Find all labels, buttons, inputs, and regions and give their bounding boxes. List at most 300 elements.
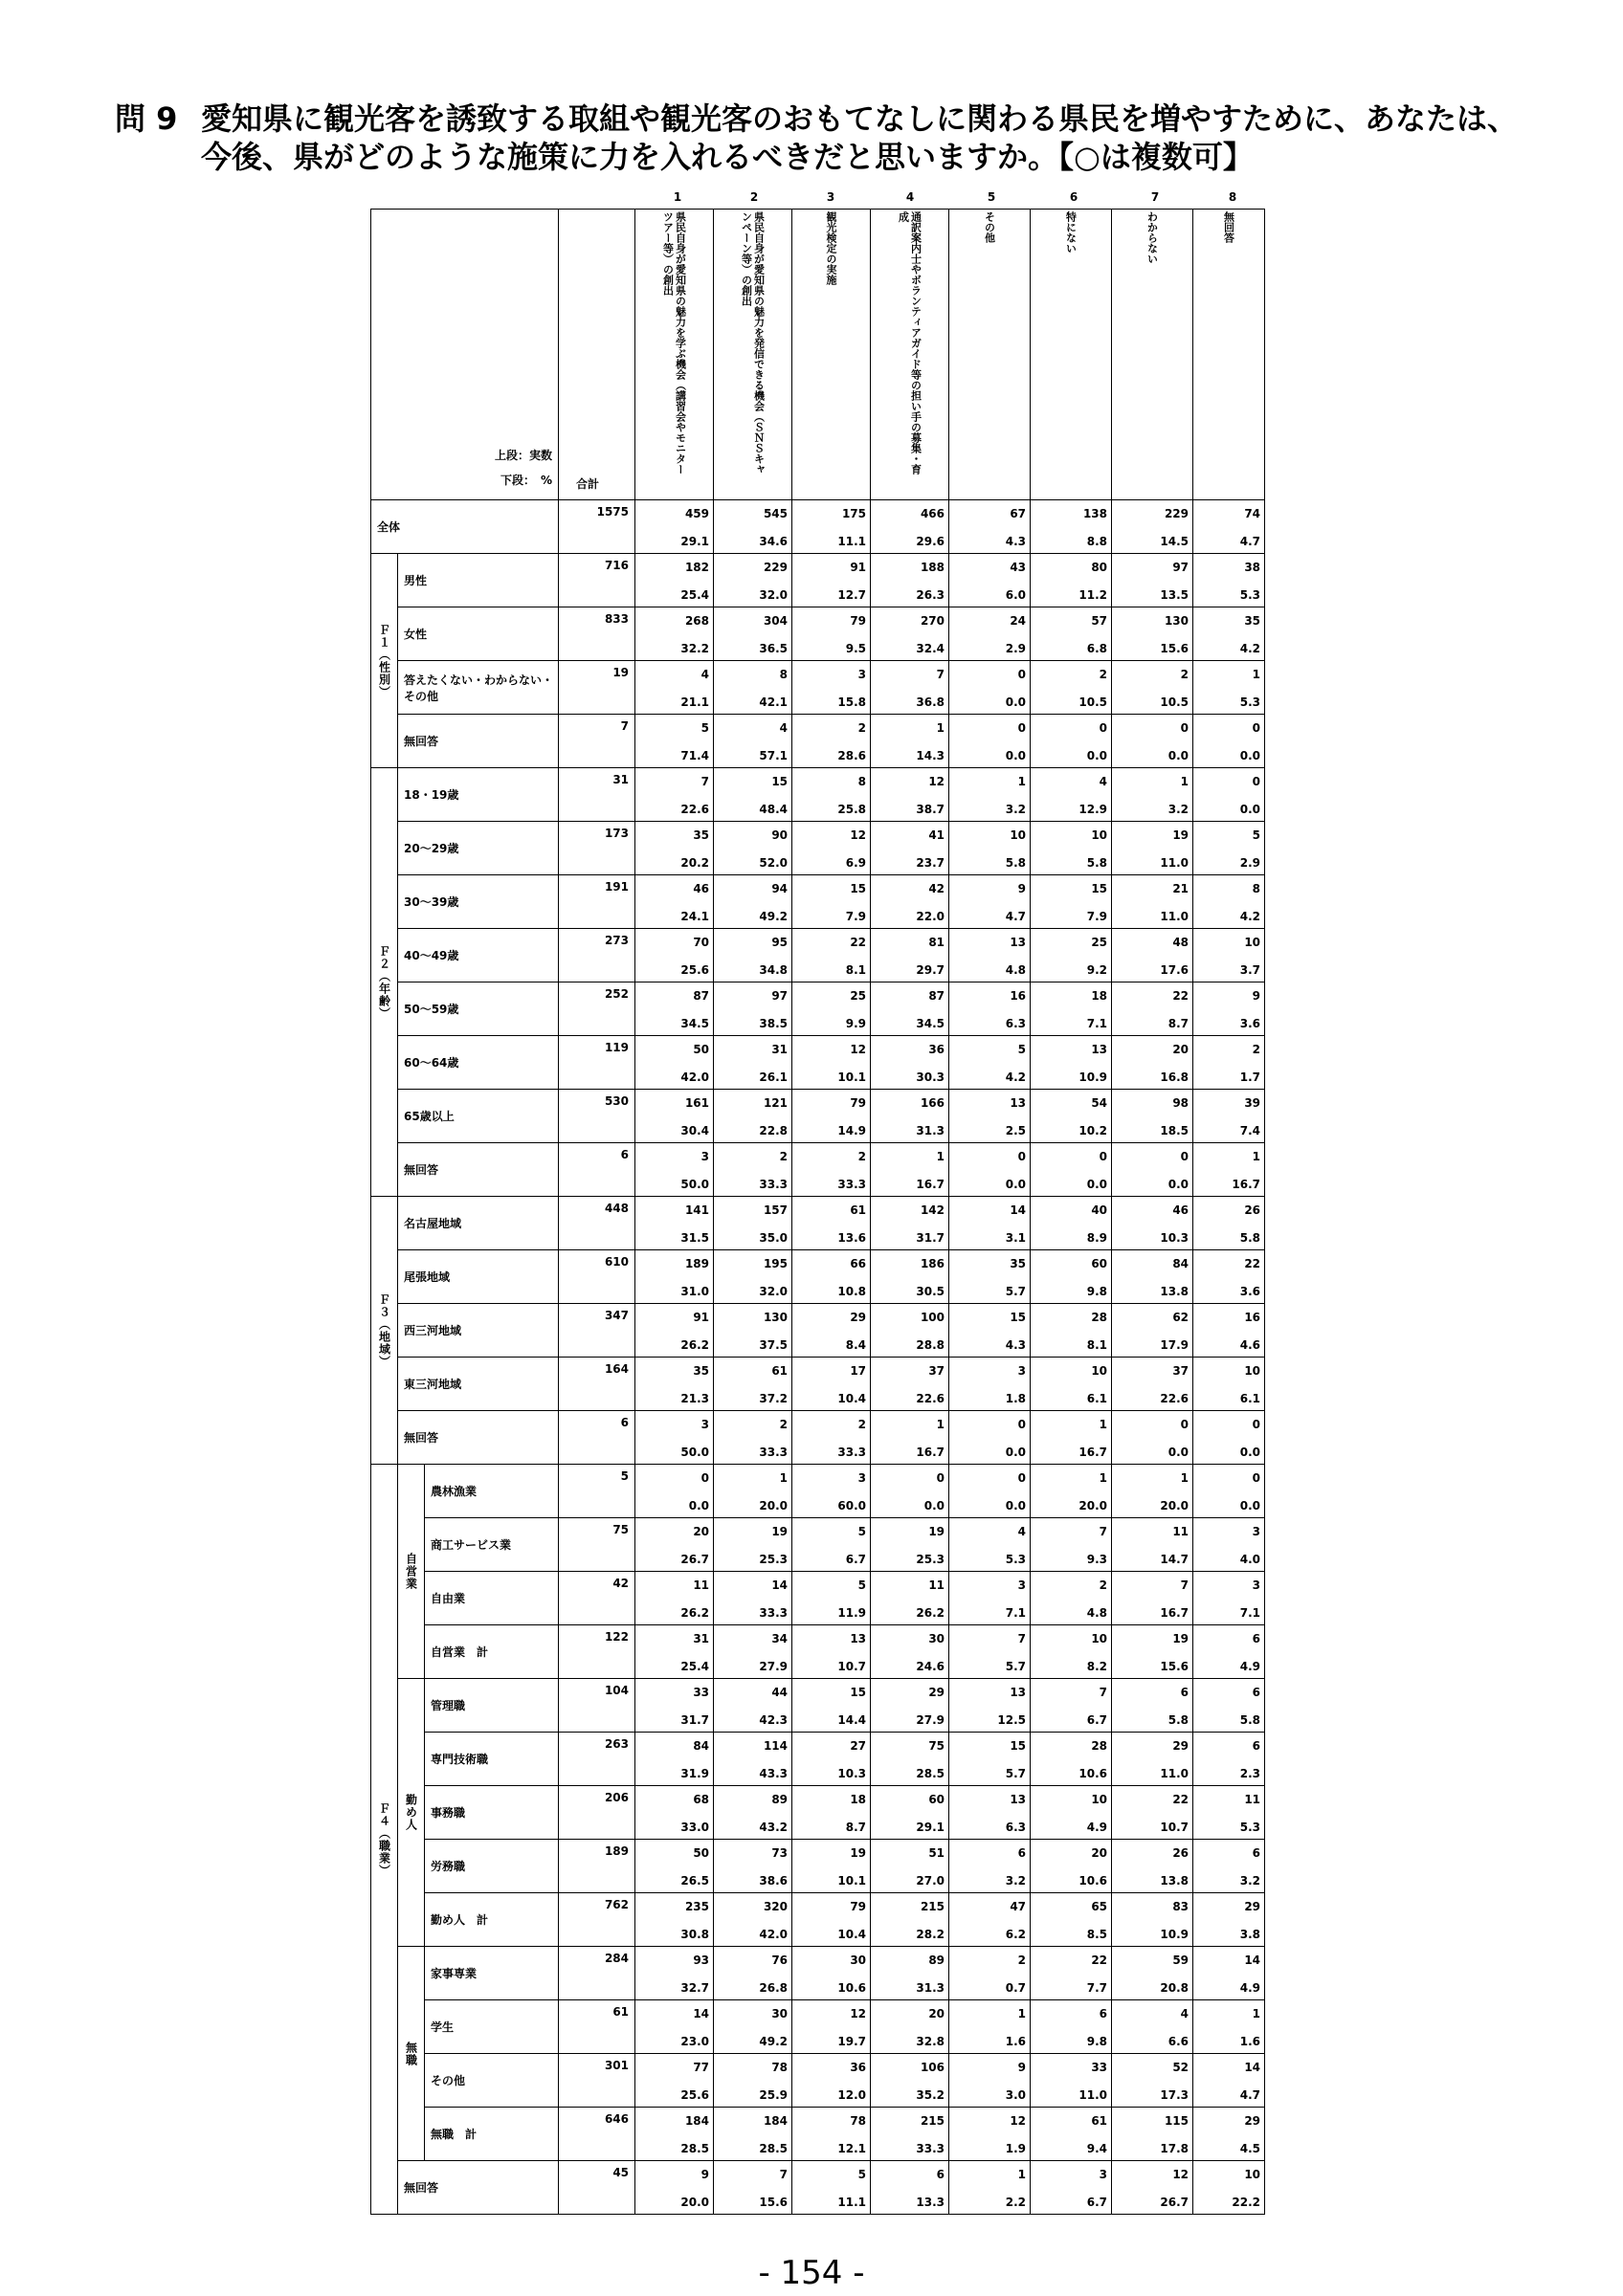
results-table [370, 209, 1265, 2215]
question-text: 愛知県に観光客を誘致する取組や観光客のおもてなしに関わる県民を増やすために、あなたは、今後、県がどのような施策に力を入れるべきだと思いますか。【○は複数可】 [201, 100, 1519, 175]
value-cell [871, 1465, 949, 1518]
percent-value: 42.1 [759, 695, 789, 709]
count-value: 2 [857, 1149, 867, 1163]
percent-value: 33.3 [837, 1177, 867, 1191]
value-cell [1193, 2000, 1265, 2054]
percent-value: 32.0 [759, 1284, 789, 1298]
table-row [371, 1411, 1265, 1465]
column-number: 1 [673, 190, 682, 204]
table-row [371, 1572, 1265, 1625]
count-value: 16 [1010, 988, 1027, 1003]
value-cell [792, 929, 871, 982]
value-cell [1193, 1250, 1265, 1304]
row-label-text: 尾張地域 [404, 1270, 451, 1284]
value-cell [949, 1679, 1031, 1733]
percent-value: 42.3 [759, 1712, 789, 1727]
count-value: 79 [850, 1899, 867, 1913]
count-value: 61 [850, 1203, 867, 1217]
count-value: 0 [1017, 1470, 1027, 1485]
column-header [1112, 210, 1193, 500]
count-value: 36 [850, 2060, 867, 2074]
count-value: 13 [1010, 1792, 1027, 1806]
value-cell [792, 1036, 871, 1090]
row-label-text: 東三河地域 [404, 1378, 462, 1391]
value-cell [635, 1893, 714, 1947]
percent-value: 11.0 [1160, 855, 1189, 870]
count-value: 37 [928, 1363, 945, 1378]
count-value: 6 [1099, 2006, 1108, 2020]
value-cell [1112, 1143, 1193, 1197]
value-cell [792, 554, 871, 607]
value-cell [1112, 929, 1193, 982]
row-label [398, 1304, 559, 1358]
percent-value: 3.2 [1005, 802, 1027, 816]
column-header-text: 県民自身が愛知県の魅力を発信できる機会（ＳＮＳキャンペーン等）の創出 [740, 211, 766, 475]
percent-value: 37.5 [759, 1337, 789, 1352]
percent-value: 12.0 [837, 2087, 867, 2102]
row-label-text: 商工サービス業 [431, 1538, 512, 1552]
value-cell [1193, 1786, 1265, 1840]
total-value: 119 [604, 1041, 630, 1054]
table-row [371, 1840, 1265, 1893]
value-cell [1193, 1358, 1265, 1411]
count-value: 90 [771, 828, 789, 842]
total-cell [559, 607, 635, 661]
row-label-text: 労務職 [431, 1860, 466, 1873]
percent-value: 20.0 [1160, 1498, 1189, 1512]
percent-value: 13.5 [1160, 587, 1189, 602]
percent-value: 33.3 [759, 1445, 789, 1459]
count-value: 18 [1091, 988, 1108, 1003]
percent-value: 0.0 [1005, 695, 1027, 709]
count-value: 38 [1244, 560, 1261, 574]
group-f3 [371, 1197, 398, 1465]
count-value: 6 [1252, 1685, 1261, 1699]
percent-value: 4.9 [1239, 1659, 1261, 1673]
group-f1 [371, 554, 398, 768]
percent-value: 26.3 [916, 587, 945, 602]
value-cell [1193, 661, 1265, 715]
count-value: 1 [1099, 1417, 1108, 1431]
row-label-text: 20～29歳 [404, 842, 459, 855]
row-label-text: 管理職 [431, 1699, 466, 1712]
count-value: 188 [920, 560, 945, 574]
row-label [398, 607, 559, 661]
count-value: 11 [693, 1578, 710, 1592]
value-cell [1112, 715, 1193, 768]
column-header-text: 通訳案内士やボランティアガイド等の担い手の募集・育成 [897, 211, 923, 475]
table-row [371, 2000, 1265, 2054]
count-value: 100 [920, 1310, 945, 1324]
percent-value: 15.6 [1160, 641, 1189, 655]
percent-value: 28.5 [680, 2141, 710, 2155]
percent-value: 10.6 [1078, 1873, 1108, 1888]
value-cell [871, 768, 949, 822]
percent-value: 0.0 [1239, 1498, 1261, 1512]
total-cell [559, 982, 635, 1036]
value-cell [871, 929, 949, 982]
percent-value: 38.5 [759, 1016, 789, 1030]
value-cell [792, 1893, 871, 1947]
value-cell [635, 1250, 714, 1304]
value-cell [792, 875, 871, 929]
percent-value: 1.9 [1005, 2141, 1027, 2155]
value-cell [714, 2108, 792, 2161]
count-value: 11 [928, 1578, 945, 1592]
count-value: 44 [771, 1685, 789, 1699]
value-cell [714, 554, 792, 607]
percent-value: 6.1 [1239, 1391, 1261, 1405]
value-cell [1112, 1947, 1193, 2000]
table-row [371, 1197, 1265, 1250]
count-value: 7 [1099, 1685, 1108, 1699]
percent-value: 27.9 [759, 1659, 789, 1673]
percent-value: 42.0 [759, 1927, 789, 1941]
total-cell [559, 1465, 635, 1518]
count-value: 21 [1172, 881, 1189, 895]
count-value: 87 [928, 988, 945, 1003]
count-value: 30 [850, 1953, 867, 1967]
count-value: 270 [920, 613, 945, 628]
percent-value: 0.0 [688, 1498, 710, 1512]
value-cell [792, 1679, 871, 1733]
count-value: 268 [684, 613, 710, 628]
row-label [398, 1411, 559, 1465]
count-value: 29 [850, 1310, 867, 1324]
row-label [371, 500, 559, 554]
percent-value: 7.4 [1239, 1123, 1261, 1137]
percent-value: 6.7 [845, 1552, 867, 1566]
total-value: 301 [604, 2059, 630, 2072]
count-value: 2 [779, 1417, 789, 1431]
total-value: 646 [604, 2112, 630, 2126]
count-value: 0 [1017, 667, 1027, 681]
row-label [425, 1947, 559, 2000]
percent-value: 27.9 [916, 1712, 945, 1727]
count-value: 19 [1172, 1631, 1189, 1645]
percent-value: 26.2 [680, 1337, 710, 1352]
percent-value: 22.6 [916, 1391, 945, 1405]
count-value: 5 [700, 720, 710, 735]
percent-value: 34.8 [759, 962, 789, 977]
value-cell [949, 554, 1031, 607]
value-cell [1193, 500, 1265, 554]
value-cell [1031, 982, 1112, 1036]
count-value: 1 [1017, 774, 1027, 788]
row-label [398, 768, 559, 822]
percent-value: 32.7 [680, 1980, 710, 1995]
count-value: 60 [1091, 1256, 1108, 1270]
value-cell [1193, 875, 1265, 929]
percent-value: 14.3 [916, 748, 945, 762]
count-value: 115 [1164, 2113, 1189, 2128]
total-value: 716 [604, 559, 630, 572]
count-value: 195 [763, 1256, 789, 1270]
row-label [425, 1465, 559, 1518]
count-value: 60 [928, 1792, 945, 1806]
percent-value: 38.7 [916, 802, 945, 816]
percent-value: 28.5 [759, 2141, 789, 2155]
count-value: 0 [1017, 1417, 1027, 1431]
count-value: 24 [1010, 613, 1027, 628]
value-cell [1193, 554, 1265, 607]
row-label [398, 1036, 559, 1090]
row-label [398, 1358, 559, 1411]
percent-value: 9.4 [1086, 2141, 1108, 2155]
count-value: 14 [1010, 1203, 1027, 1217]
percent-value: 5.8 [1239, 1230, 1261, 1245]
percent-value: 50.0 [680, 1445, 710, 1459]
percent-value: 0.0 [923, 1498, 945, 1512]
percent-value: 20.0 [680, 2195, 710, 2209]
count-value: 0 [1099, 720, 1108, 735]
value-cell [792, 1518, 871, 1572]
count-value: 8 [857, 774, 867, 788]
value-cell [949, 1625, 1031, 1679]
value-cell [714, 661, 792, 715]
value-cell [792, 1465, 871, 1518]
percent-value: 49.2 [759, 909, 789, 923]
count-value: 0 [1180, 1149, 1189, 1163]
count-value: 97 [1172, 560, 1189, 574]
count-value: 184 [684, 2113, 710, 2128]
percent-value: 9.3 [1086, 1552, 1108, 1566]
count-value: 7 [1099, 1524, 1108, 1538]
total-cell [559, 875, 635, 929]
count-value: 141 [684, 1203, 710, 1217]
count-value: 14 [771, 1578, 789, 1592]
value-cell [1193, 1304, 1265, 1358]
count-value: 18 [850, 1792, 867, 1806]
value-cell [635, 1304, 714, 1358]
percent-value: 8.2 [1086, 1659, 1108, 1673]
row-label-text: 答えたくない・わからない・その他 [404, 673, 554, 703]
value-cell [714, 1840, 792, 1893]
value-cell [635, 1036, 714, 1090]
count-value: 68 [693, 1792, 710, 1806]
value-cell [871, 715, 949, 768]
percent-value: 22.6 [1160, 1391, 1189, 1405]
value-cell [635, 2108, 714, 2161]
total-cell [559, 715, 635, 768]
row-label [425, 1518, 559, 1572]
value-cell [949, 1572, 1031, 1625]
total-value: 164 [604, 1362, 630, 1376]
percent-value: 22.0 [916, 909, 945, 923]
row-label [398, 1143, 559, 1197]
percent-value: 13.6 [837, 1230, 867, 1245]
total-cell [559, 822, 635, 875]
percent-value: 31.5 [680, 1230, 710, 1245]
value-cell [792, 1572, 871, 1625]
percent-value: 6.7 [1086, 2195, 1108, 2209]
percent-value: 42.0 [680, 1070, 710, 1084]
percent-value: 7.1 [1005, 1605, 1027, 1620]
value-cell [635, 2161, 714, 2215]
value-cell [1112, 1358, 1193, 1411]
count-value: 15 [771, 774, 789, 788]
value-cell [1193, 1625, 1265, 1679]
percent-value: 16.8 [1160, 1070, 1189, 1084]
count-value: 466 [920, 506, 945, 520]
row-label-text: 無回答 [404, 1431, 439, 1445]
value-cell [871, 2054, 949, 2108]
value-cell [949, 1411, 1031, 1465]
percent-value: 0.0 [1167, 1177, 1189, 1191]
count-value: 22 [1091, 1953, 1108, 1967]
percent-value: 3.6 [1239, 1016, 1261, 1030]
total-value: 273 [604, 934, 630, 947]
percent-value: 0.0 [1239, 748, 1261, 762]
percent-value: 2.9 [1005, 641, 1027, 655]
percent-value: 28.8 [916, 1337, 945, 1352]
value-cell [949, 2161, 1031, 2215]
row-label-text: 無回答 [404, 2181, 439, 2195]
count-value: 2 [1252, 1042, 1261, 1056]
value-cell [792, 1250, 871, 1304]
percent-value: 0.0 [1005, 1498, 1027, 1512]
percent-value: 1.6 [1239, 2034, 1261, 2048]
row-label-text: 勤め人 計 [431, 1913, 489, 1927]
column-header-text: 特にない [1064, 211, 1078, 254]
percent-value: 10.8 [837, 1284, 867, 1298]
count-value: 0 [1017, 720, 1027, 735]
value-cell [1031, 607, 1112, 661]
percent-value: 8.8 [1086, 534, 1108, 548]
percent-value: 2.9 [1239, 855, 1261, 870]
total-cell [559, 554, 635, 607]
percent-value: 24.6 [916, 1659, 945, 1673]
value-cell [1031, 1036, 1112, 1090]
total-cell [559, 929, 635, 982]
percent-value: 0.7 [1005, 1980, 1027, 1995]
column-header [949, 210, 1031, 500]
count-value: 1 [936, 1417, 945, 1431]
value-cell [635, 768, 714, 822]
percent-value: 24.1 [680, 909, 710, 923]
count-value: 2 [1180, 667, 1189, 681]
count-value: 20 [1172, 1042, 1189, 1056]
count-value: 33 [1091, 2060, 1108, 2074]
value-cell [1031, 1733, 1112, 1786]
count-value: 7 [700, 774, 710, 788]
count-value: 34 [771, 1631, 789, 1645]
value-cell [714, 607, 792, 661]
percent-value: 10.3 [1160, 1230, 1189, 1245]
count-value: 7 [1180, 1578, 1189, 1592]
percent-value: 0.0 [1239, 802, 1261, 816]
percent-value: 2.3 [1239, 1766, 1261, 1780]
count-value: 79 [850, 613, 867, 628]
value-cell [1193, 1893, 1265, 1947]
percent-value: 36.5 [759, 641, 789, 655]
count-value: 304 [763, 613, 789, 628]
percent-value: 10.1 [837, 1873, 867, 1888]
percent-value: 6.8 [1086, 641, 1108, 655]
value-cell [714, 1411, 792, 1465]
value-cell [949, 982, 1031, 1036]
row-label-text: 30～39歳 [404, 895, 459, 909]
value-cell [792, 661, 871, 715]
count-value: 74 [1244, 506, 1261, 520]
value-cell [714, 1358, 792, 1411]
row-label [398, 929, 559, 982]
value-cell [714, 982, 792, 1036]
percent-value: 3.7 [1239, 962, 1261, 977]
row-label-text: 事務職 [431, 1806, 466, 1820]
percent-value: 28.5 [916, 1766, 945, 1780]
percent-value: 4.3 [1005, 534, 1027, 548]
count-value: 2 [1017, 1953, 1027, 1967]
percent-value: 25.9 [759, 2087, 789, 2102]
count-value: 98 [1172, 1095, 1189, 1110]
percent-value: 4.0 [1239, 1552, 1261, 1566]
percent-value: 5.3 [1239, 695, 1261, 709]
total-label: 合計 [576, 477, 600, 491]
subgroup-unemployed [398, 1947, 425, 2161]
percent-value: 12.9 [1078, 802, 1108, 816]
count-value: 10 [1091, 1792, 1108, 1806]
count-value: 25 [850, 988, 867, 1003]
value-cell [1193, 768, 1265, 822]
percent-value: 20.8 [1160, 1980, 1189, 1995]
row-label [398, 2161, 559, 2215]
count-value: 229 [1164, 506, 1189, 520]
count-value: 80 [1091, 560, 1108, 574]
value-cell [1031, 661, 1112, 715]
value-cell [949, 661, 1031, 715]
value-cell [1031, 554, 1112, 607]
count-value: 11 [1244, 1792, 1261, 1806]
percent-value: 29.1 [680, 534, 710, 548]
count-value: 12 [850, 2006, 867, 2020]
value-cell [1031, 2000, 1112, 2054]
percent-value: 10.9 [1078, 1070, 1108, 1084]
value-cell [949, 2000, 1031, 2054]
count-value: 31 [771, 1042, 789, 1056]
count-value: 79 [850, 1095, 867, 1110]
total-header [559, 210, 635, 500]
total-cell [559, 1947, 635, 2000]
value-cell [1112, 2108, 1193, 2161]
count-value: 0 [936, 1470, 945, 1485]
count-value: 4 [1017, 1524, 1027, 1538]
percent-value: 25.4 [680, 1659, 710, 1673]
table-row [371, 661, 1265, 715]
percent-value: 8.9 [1086, 1230, 1108, 1245]
value-cell [714, 715, 792, 768]
count-value: 215 [920, 1899, 945, 1913]
count-value: 87 [693, 988, 710, 1003]
count-value: 43 [1010, 560, 1027, 574]
percent-value: 10.6 [1078, 1766, 1108, 1780]
count-value: 8 [779, 667, 789, 681]
count-value: 40 [1091, 1203, 1108, 1217]
value-cell [635, 1465, 714, 1518]
count-value: 70 [693, 935, 710, 949]
value-cell [635, 1090, 714, 1143]
count-value: 20 [1091, 1845, 1108, 1860]
count-value: 97 [771, 988, 789, 1003]
percent-value: 4.7 [1005, 909, 1027, 923]
value-cell [635, 1786, 714, 1840]
count-value: 94 [771, 881, 789, 895]
table-row [371, 715, 1265, 768]
percent-value: 0.0 [1086, 1177, 1108, 1191]
value-cell [1112, 1840, 1193, 1893]
percent-value: 30.5 [916, 1284, 945, 1298]
count-value: 186 [920, 1256, 945, 1270]
